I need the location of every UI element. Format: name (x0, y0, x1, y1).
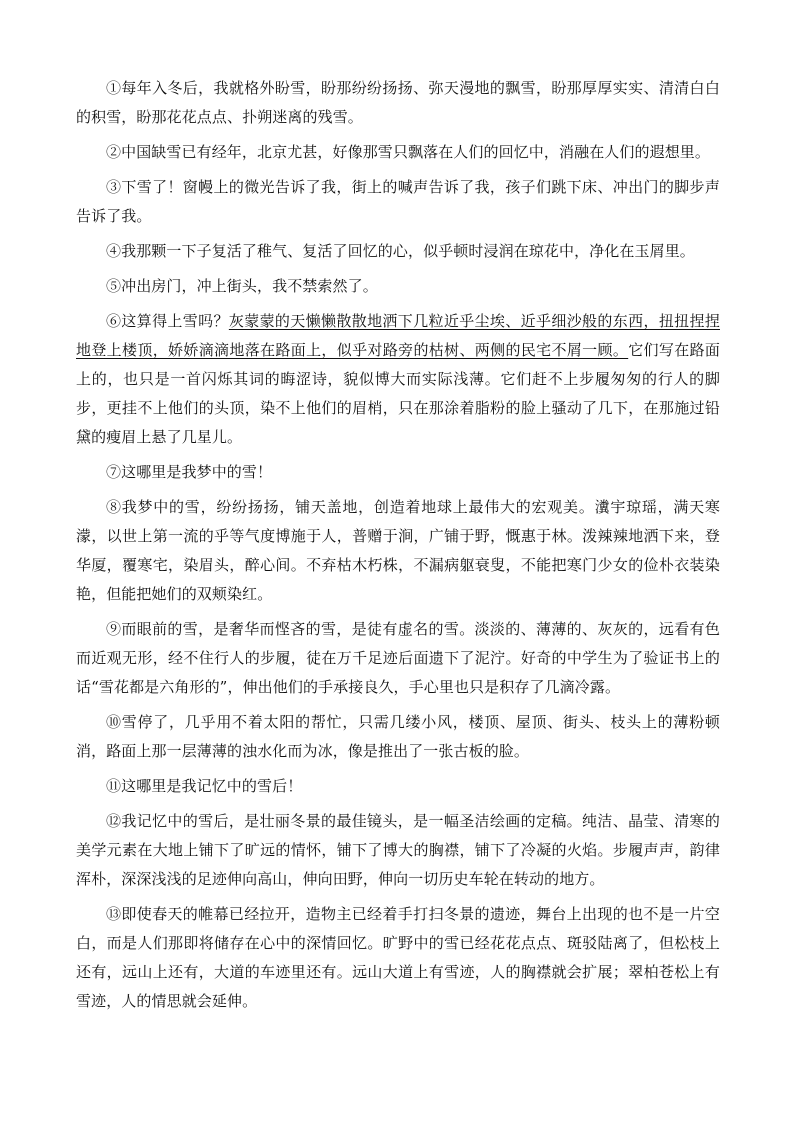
paragraph-5: ⑤冲出房门，冲上街头，我不禁索然了。 (106, 277, 378, 295)
paragraph-6-lead: ⑥这算得上雪吗？ (106, 312, 229, 330)
paragraph-1: ①每年入冬后，我就格外盼雪，盼那纷纷扬扬、弥天漫地的飘雪，盼那厚厚实实、清清白白的积雪，盼那花花点点、扑朔迷离的残雪。 (76, 79, 720, 126)
paragraph-9: ⑨而眼前的雪，是奢华而悭吝的雪，是徒有虚名的雪。淡淡的、薄薄的、灰灰的，远看有色而近观无形，经不住行人的步履，徒在万千足迹后面遗下了泥泞。好奇的中学生为了验证书上的话“雪花都是六角形的”，伸出他们的手承接良久，手心里也只是积存了几滴冷露。 (76, 620, 720, 696)
paragraph-12: ⑫我记忆中的雪后，是壮丽冬景的最佳镜头，是一幅圣洁绘画的定稿。纯洁、晶莹、清寒的美学元素在大地上铺下了旷远的情怀，铺下了博大的胸襟，铺下了冷凝的火焰。步履声声，韵律浑朴，深深浅浅的足迹伸向高山，伸向田野，伸向一切历史车轮在转动的地方。 (76, 812, 720, 888)
paragraph-7: ⑦这哪里是我梦中的雪！ (106, 463, 273, 481)
paragraph-6 (76, 307, 720, 452)
paragraph-2: ②中国缺雪已有经年，北京尤甚，好像那雪只飘落在人们的回忆中，消融在人们的遐想里。 (106, 143, 711, 161)
paragraph-3: ③下雪了！窗幔上的微光告诉了我，街上的喊声告诉了我，孩子们跳下床、冲出门的脚步声告诉了我。 (76, 178, 720, 225)
paragraph-10: ⑩雪停了，几乎用不着太阳的帮忙，只需几缕小风，楼顶、屋顶、街头、枝头上的薄粉顿消，路面上那一层薄薄的浊水化而为冰，像是推出了一张古板的脸。 (76, 713, 720, 760)
paragraph-13: ⑬即使春天的帷幕已经拉开，造物主已经着手打扫冬景的遗迹，舞台上出现的也不是一片空白，而是人们那即将储存在心中的深情回忆。旷野中的雪已经花花点点、斑驳陆离了，但松枝上还有，远山上还有，大道的车迹里还有。远山大道上有雪迹，人的胸襟就会扩展；翠柏苍松上有雪迹，人的情思就会延伸。 (76, 905, 720, 1010)
underlined-passage: 灰蒙蒙的天懒懒散散地洒下几粒近乎尘埃、近乎细沙般的东西，扭扭捏捏地登上楼顶，娇娇滴滴地落在路面上，似乎对路旁的枯树、两侧的民宅不屑一顾。 (76, 312, 720, 359)
document-page (76, 74, 720, 1022)
paragraph-4: ④我那颗一下子复活了稚气、复活了回忆的心，似乎顿时浸润在琼花中，净化在玉屑里。 (106, 242, 695, 260)
paragraph-8: ⑧我梦中的雪，纷纷扬扬，铺天盖地，创造着地球上最伟大的宏观美。瀵宇琼瑶，满天寒濛，以世上第一流的乎等气度博施于人，普赠于涧，广铺于野，慨惠于林。泼辣辣地洒下来，登华厦，覆寒宅，染眉头，醉心间。不弃枯木朽株，不漏病躯衰叟，不能把寒门少女的俭朴衣装染艳，但能把她们的双颊染红。 (76, 498, 720, 603)
paragraph-6-rest: 它们写在路面上的，也只是一首闪烁其词的晦涩诗，貌似博大而实际浅薄。它们赶不上步履匆匆的行人的脚步，更挂不上他们的头顶，染不上他们的眉梢，只在那涂着脂粉的脸上骚动了几下，在那施过铅黛的瘦眉上悬了几星儿。 (76, 341, 720, 446)
paragraph-11: ⑪这哪里是我记忆中的雪后！ (106, 777, 303, 795)
